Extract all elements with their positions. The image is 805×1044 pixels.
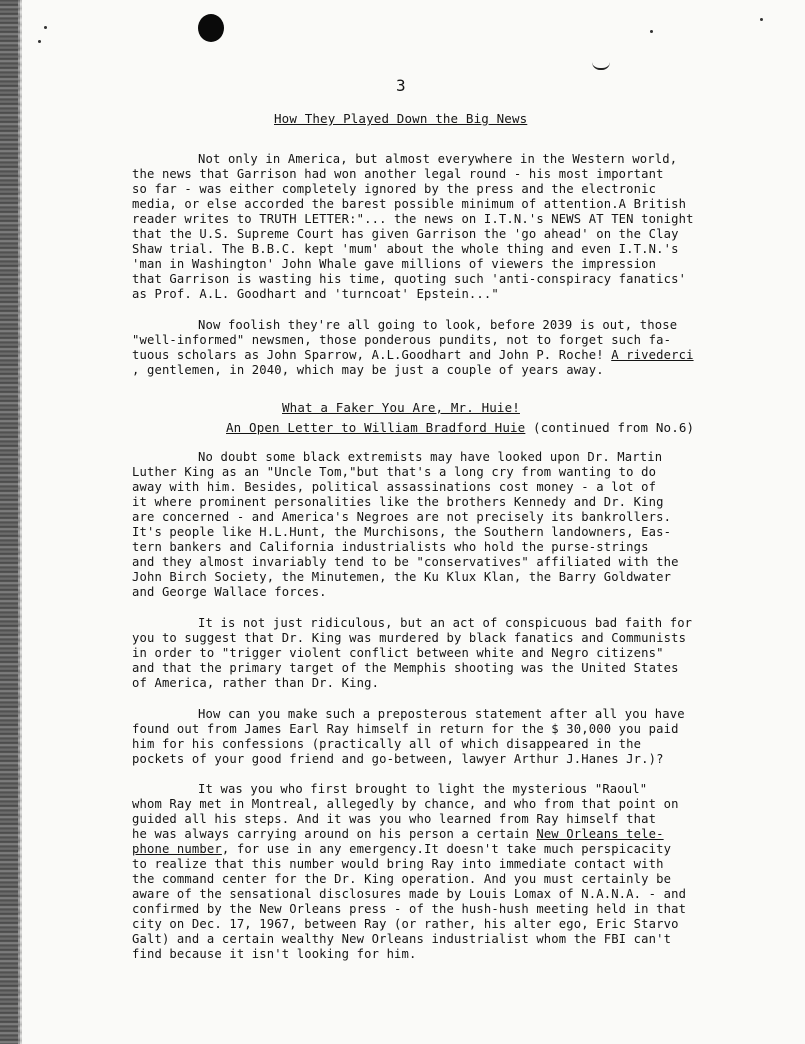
text-line: aware of the sensational disclosures made by Louis Lomax of N.A.N.A. - and [132, 887, 687, 901]
text-line: reader writes to TRUTH LETTER:"... the news on I.T.N.'s NEWS AT TEN tonight [132, 212, 694, 226]
text-line: Not only in America, but almost everywhere in the Western world, [198, 152, 678, 166]
text-line: and they almost invariably tend to be "conservatives" affiliated with the [132, 555, 679, 569]
text-line: are concerned - and America's Negroes are not precisely its bankrollers. [132, 510, 672, 524]
text-line: and George Wallace forces. [132, 585, 327, 599]
text-line: guided all his steps. And it was you who learned from Ray himself that [132, 812, 657, 826]
text-line: the command center for the Dr. King operation. And you must certainly be [132, 872, 672, 886]
text-line: tern bankers and California industrialists who hold the purse-strings [132, 540, 649, 554]
text-line: that Garrison is wasting his time, quoting such 'anti-conspiracy fanatics' [132, 272, 687, 286]
text-line: of America, rather than Dr. King. [132, 676, 380, 690]
text-line: No doubt some black extremists may have looked upon Dr. Martin [198, 450, 663, 464]
text-line: How can you make such a preposterous statement after all you have [198, 707, 685, 721]
text-line: confirmed by the New Orleans press - of the hush-hush meeting held in that [132, 902, 687, 916]
text-line: to realize that this number would bring Ray into immediate contact with [132, 857, 664, 871]
text-line: and that the primary target of the Memphis shooting was the United States [132, 661, 679, 675]
text-line: John Birch Society, the Minutemen, the Ku Klux Klan, the Barry Goldwater [132, 570, 672, 584]
text-line [132, 348, 694, 363]
text-line: It was you who first brought to light the mysterious "Raoul" [198, 782, 648, 796]
text-line: city on Dec. 17, 1967, between Ray (or rather, his alter ego, Eric Starvo [132, 917, 679, 931]
underlined-phrase: A rivederci [611, 348, 694, 362]
subheading-suffix: (continued from No.6) [525, 420, 695, 435]
section-heading-news: How They Played Down the Big News [274, 111, 528, 126]
text-line: found out from James Earl Ray himself in return for the $ 30,000 you paid [132, 722, 679, 736]
text-line: It is not just ridiculous, but an act of conspicuous bad faith for [198, 616, 693, 630]
text-line: Now foolish they're all going to look, before 2039 is out, those [198, 318, 678, 332]
text-line: so far - was either completely ignored by the press and the electronic [132, 182, 657, 196]
text-line: Shaw trial. The B.B.C. kept 'mum' about the whole thing and even I.T.N.'s [132, 242, 679, 256]
text-line: that the U.S. Supreme Court has given Garrison the 'go ahead' on the Clay [132, 227, 679, 241]
text-line: away with him. Besides, political assassinations cost money - a lot of [132, 480, 657, 494]
text-line: whom Ray met in Montreal, allegedly by chance, and who from that point on [132, 797, 679, 811]
text-line: you to suggest that Dr. King was murdered by black fanatics and Communists [132, 631, 687, 645]
text-line: pockets of your good friend and go-between, lawyer Arthur J.Hanes Jr.)? [132, 752, 664, 766]
underlined-phrase: New Orleans tele- [536, 827, 664, 841]
text-line: it where prominent personalities like the brothers Kennedy and Dr. King [132, 495, 664, 509]
text-line: as Prof. A.L. Goodhart and 'turncoat' Epstein..." [132, 287, 499, 301]
text-line: Galt) and a certain wealthy New Orleans industrialist whom the FBI can't [132, 932, 672, 946]
text-span: , for use in any emergency.It doesn't take much perspicacity [221, 842, 672, 856]
section-subheading [226, 420, 694, 435]
text-line: the news that Garrison had won another legal round - his most important [132, 167, 664, 181]
text-line: media, or else accorded the barest possible minimum of attention.A British [132, 197, 687, 211]
text-line: "well-informed" newsmen, those ponderous pundits, not to forget such fa- [132, 333, 672, 347]
subheading-title: An Open Letter to William Bradford Huie [226, 420, 526, 435]
text-span: he was always carrying around on his person a certain [132, 827, 537, 841]
text-line: him for his confessions (practically all of which disappeared in the [132, 737, 642, 751]
text-line [132, 842, 671, 857]
text-line: Luther King as an "Uncle Tom,"but that's a long cry from wanting to do [132, 465, 657, 479]
text-span: tuous scholars as John Sparrow, A.L.Goodhart and John P. Roche! [132, 348, 612, 362]
text-line: It's people like H.L.Hunt, the Murchisons, the Southern landowners, Eas- [132, 525, 672, 539]
text-line: 'man in Washington' John Whale gave millions of viewers the impression [132, 257, 657, 271]
section-heading-huie: What a Faker You Are, Mr. Huie! [282, 400, 520, 415]
text-line: in order to "trigger violent conflict between white and Negro citizens" [132, 646, 664, 660]
underlined-phrase: phone number [132, 842, 222, 856]
text-line: find because it isn't looking for him. [132, 947, 417, 961]
page-number: 3 [396, 76, 406, 95]
text-line: , gentlemen, in 2040, which may be just a couple of years away. [132, 363, 604, 377]
text-line [132, 827, 664, 842]
